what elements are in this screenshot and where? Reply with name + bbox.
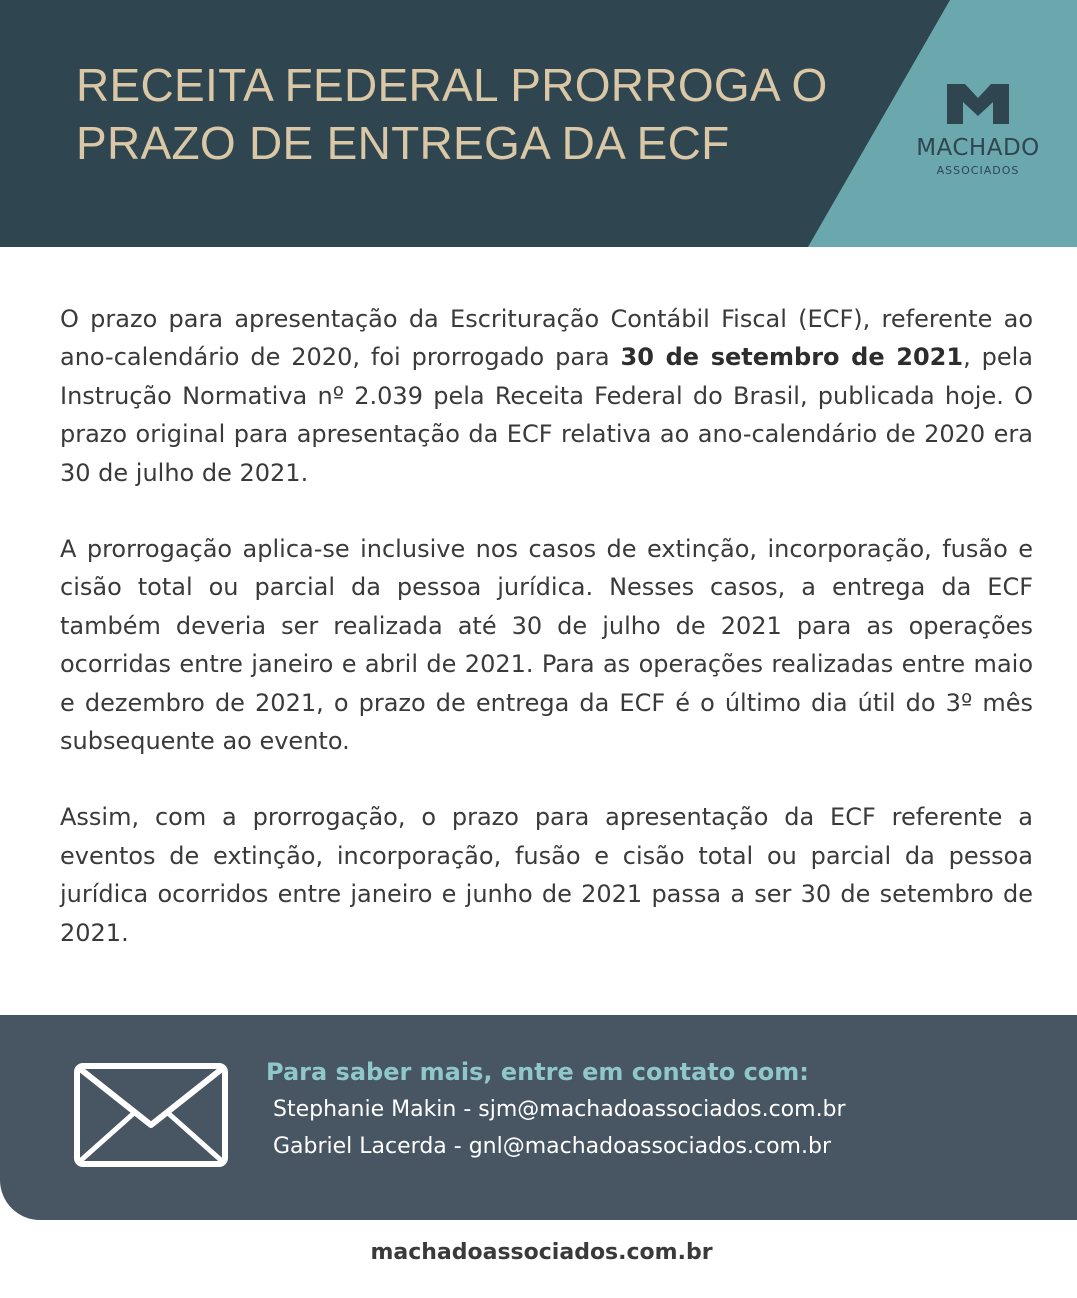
paragraph-2: A prorrogação aplica-se inclusive nos casos de extinção, incorporação, fusão e cisão total ou parcial da pessoa jurídica. Nesses casos, a entrega da ECF também deveria ser realizada até 30 de julho de 2021 para as operações ocorridas entre janeiro e abril de 2021. Para as operações realizadas entre maio e dezembro de 2021, o prazo de entrega da ECF é o último dia útil do 3º mês subsequente ao evento. (60, 535, 1033, 756)
paragraph-3: Assim, com a prorrogação, o prazo para apresentação da ECF referente a eventos de extinção, incorporação, fusão e cisão total ou parcial da pessoa jurídica ocorridos entre janeiro e junho de 2021 passa a ser 30 de setembro de 2021. (60, 803, 1033, 947)
contact-stephanie[interactable]: Stephanie Makin - sjm@machadoassociados.com.br (273, 1097, 846, 1122)
footer-website-link[interactable]: machadoassociados.com.br (370, 1240, 713, 1265)
contact-heading: Para saber mais, entre em contato com: (266, 1058, 809, 1086)
article-body (60, 300, 1033, 990)
header-banner (0, 0, 1077, 247)
paragraph-1-start: O prazo para apresentação da Escrituração Contábil Fiscal (ECF), referente ao ano-calendário de 2020, foi prorrogado para (60, 305, 1033, 372)
paragraph-1 (60, 300, 1033, 492)
paragraph-1-end: , pela Instrução Normativa nº 2.039 pela Receita Federal do Brasil, publicada hoje. O prazo original para apresentação da ECF relativa ao ano-calendário de 2020 era 30 de julho de 2021. (60, 343, 1034, 487)
page-title: RECEITA FEDERAL PRORROGA O PRAZO DE ENTREGA DA ECF (76, 59, 828, 169)
contact-box (0, 1015, 1077, 1220)
logo-name: MACHADO (916, 135, 1040, 161)
logo-subtitle: ASSOCIADOS (936, 164, 1020, 177)
machado-m-logo-icon (947, 84, 1009, 124)
company-logo (900, 84, 1056, 178)
contact-gabriel[interactable]: Gabriel Lacerda - gnl@machadoassociados.com.br (273, 1134, 831, 1159)
highlighted-date: 30 de setembro de 2021 (620, 343, 964, 372)
envelope-icon (74, 1063, 228, 1167)
